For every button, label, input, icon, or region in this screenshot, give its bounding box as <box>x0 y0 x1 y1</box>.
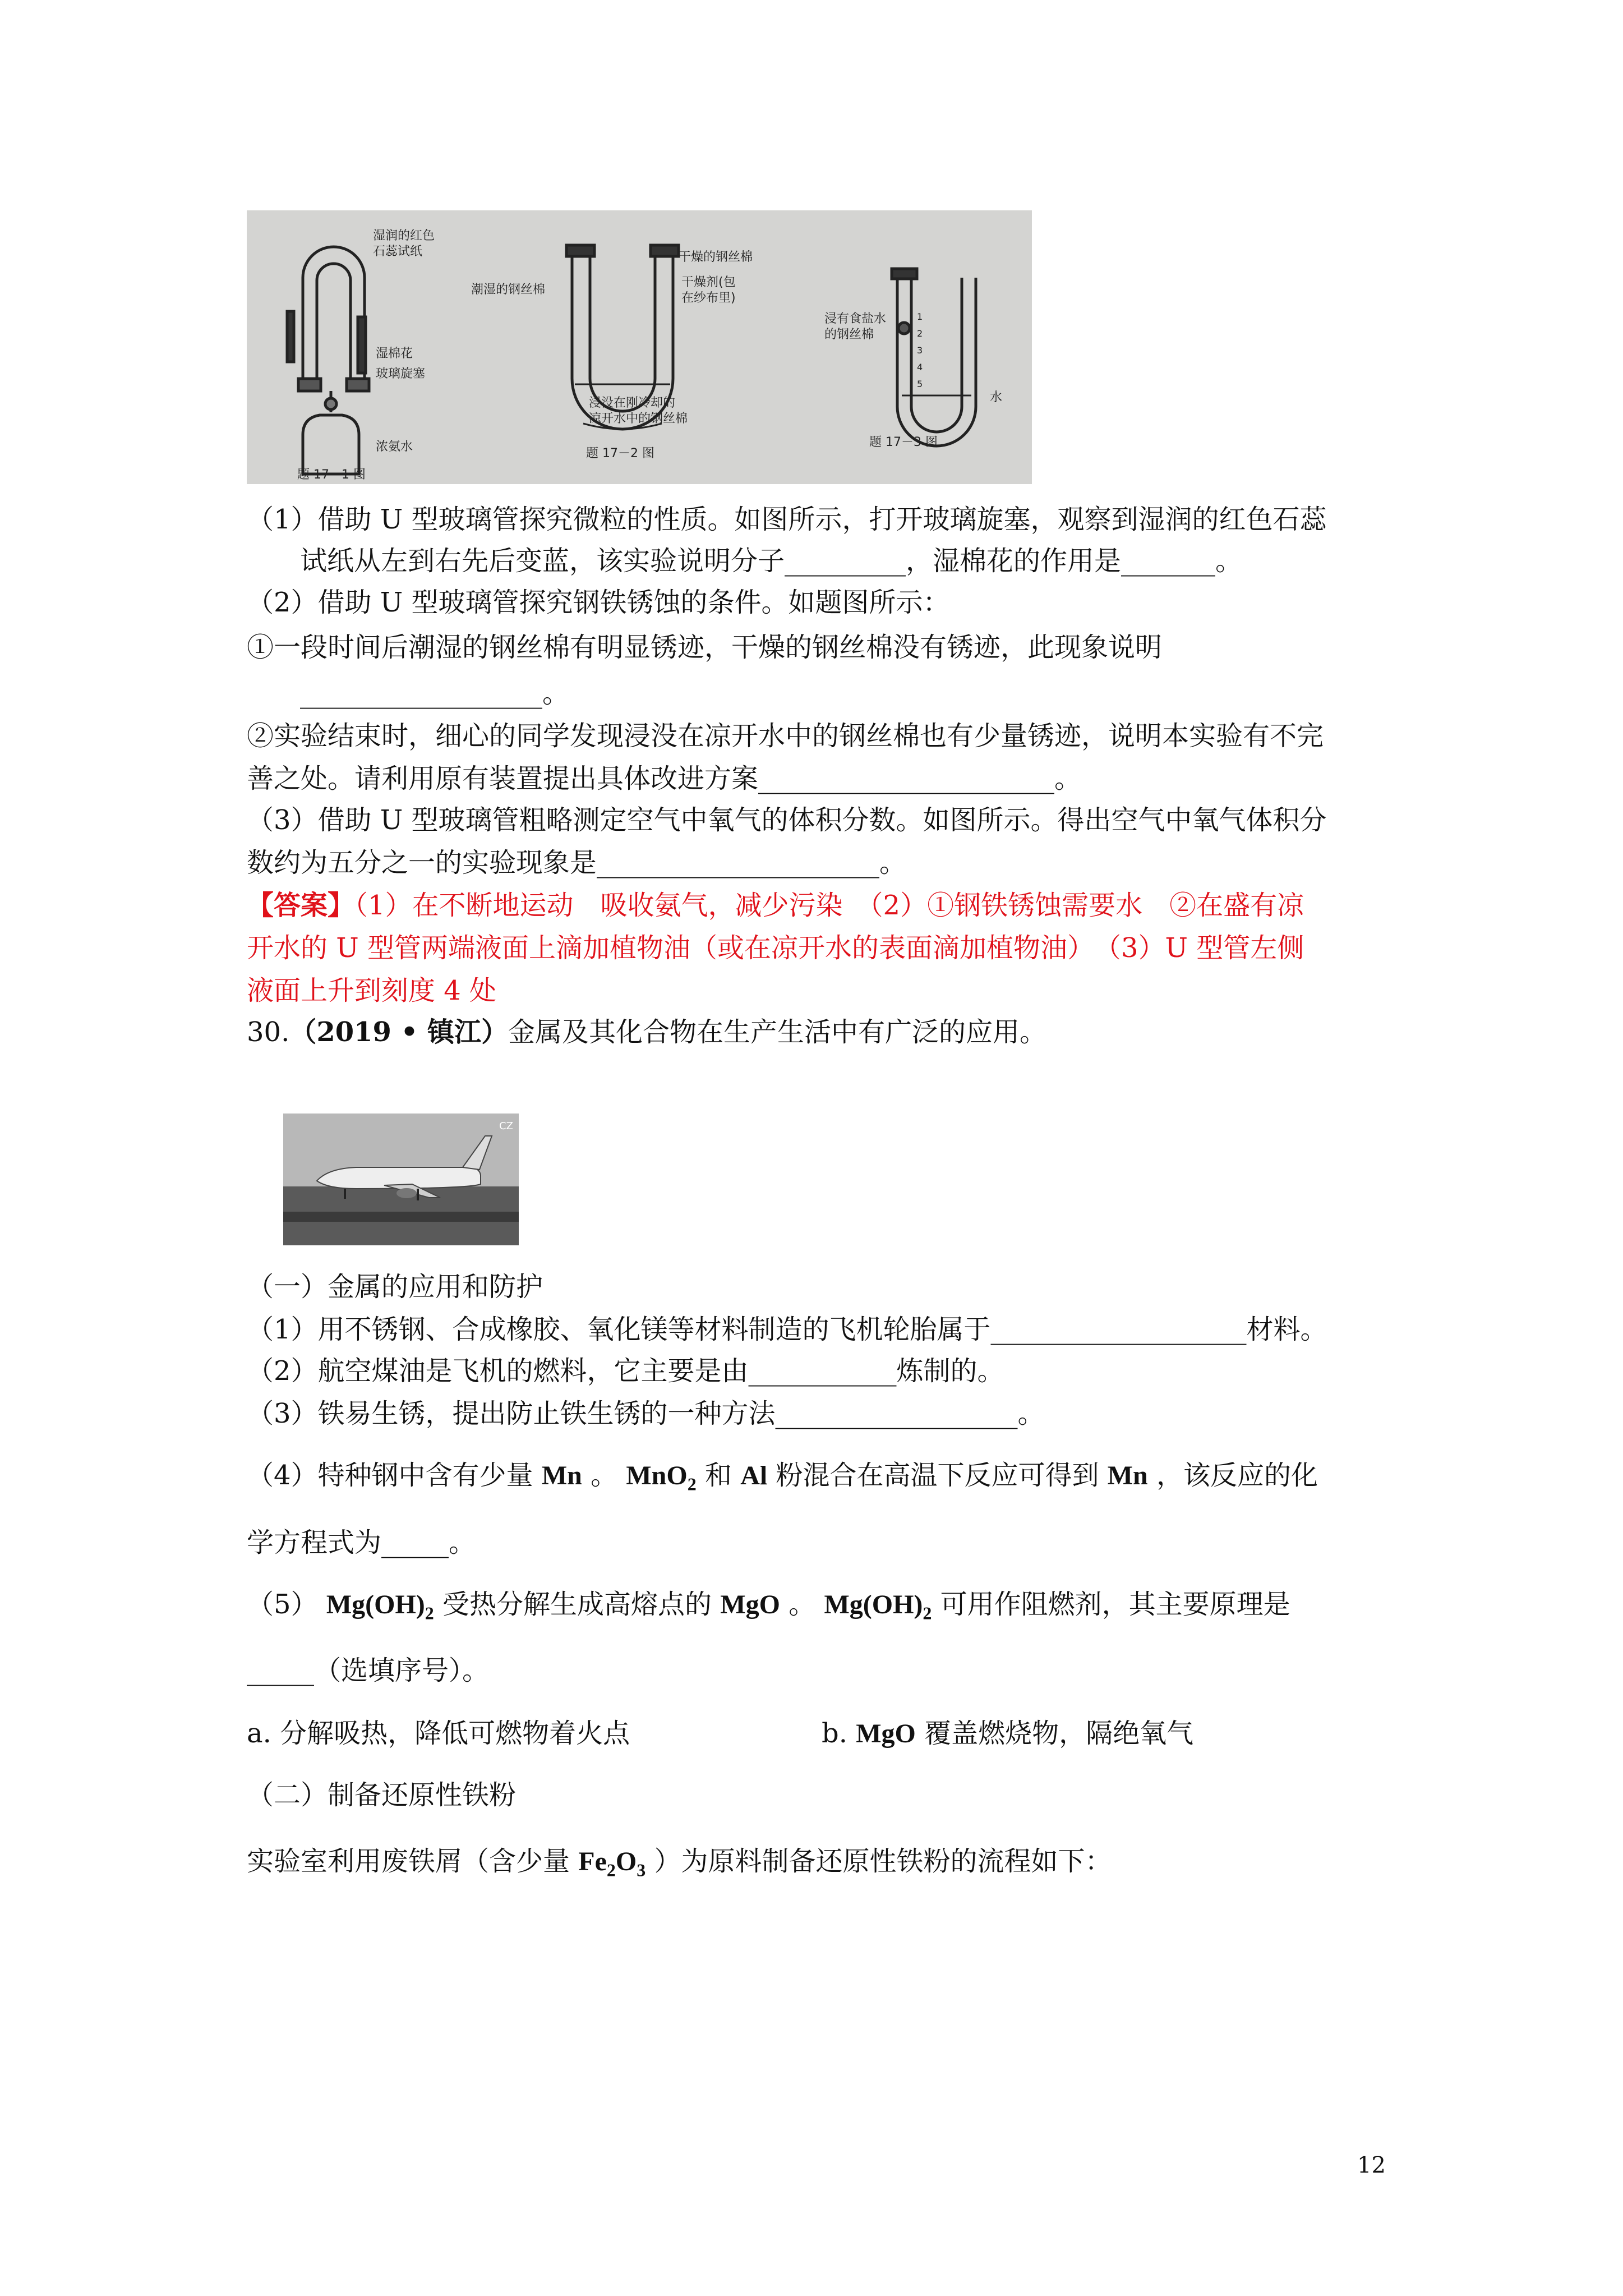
photo-logo: CZ <box>499 1120 513 1132</box>
option-b-text: 覆盖燃烧物，隔绝氧气 <box>915 1718 1194 1749</box>
section2-title: （二）制备还原性铁粉 <box>247 1779 517 1811</box>
chem-mgoh2-2: Mg(OH) <box>824 1590 923 1619</box>
q5-text-4: 可用作阻燃剂，其主要原理是 <box>932 1589 1290 1620</box>
experiment-figure <box>247 210 1032 484</box>
caption-fig-17-1: 题 17－1 图 <box>297 468 366 482</box>
section2-text <box>247 1844 1112 1887</box>
label-litmus-paper: 石蕊试纸 <box>373 245 423 259</box>
chem-subscript: 2 <box>425 1603 434 1623</box>
label-desiccant-gauze: 在纱布里) <box>681 291 736 305</box>
caption-fig-17-3: 题 17－3 图 <box>869 435 938 449</box>
q30-number: 30. <box>247 1016 290 1048</box>
chem-subscript: 2 <box>687 1474 697 1494</box>
chem-mgo-option: MgO <box>856 1719 916 1749</box>
label-salt-steel-wool: 浸有食盐水 <box>824 312 887 326</box>
q2-1-line1: ①一段时间后潮湿的钢丝棉有明显锈迹，干燥的钢丝棉没有锈迹，此现象说明 <box>247 632 1163 663</box>
chem-al: Al <box>740 1461 768 1490</box>
s1-q4-line1 <box>247 1458 1318 1501</box>
section1-title: （一）金属的应用和防护 <box>247 1271 543 1303</box>
label-wet-steel-wool: 潮湿的钢丝棉 <box>471 283 546 297</box>
label-salt-steel-wool-2: 的钢丝棉 <box>824 328 874 342</box>
q30-text: 金属及其化合物在生产生活中有广泛的应用。 <box>508 1016 1047 1048</box>
sec2-text-2: ）为原料制备还原性铁粉的流程如下： <box>645 1846 1112 1877</box>
label-wet-cotton: 湿棉花 <box>376 347 413 361</box>
page-number: 12 <box>1357 2152 1386 2178</box>
chem-subscript-2: 2 <box>923 1603 932 1623</box>
chem-mn-2: Mn <box>1107 1461 1148 1490</box>
option-b <box>822 1717 1193 1751</box>
label-submerged: 浸没在刚冷却的 <box>589 396 676 410</box>
label-red-litmus: 湿润的红色 <box>373 229 435 243</box>
label-dry-steel-wool: 干燥的钢丝棉 <box>679 250 753 264</box>
label-water: 水 <box>990 390 1003 404</box>
q1-line1: （1）借助 U 型玻璃管探究微粒的性质。如图所示，打开玻璃旋塞，观察到湿润的红色石蕊 <box>247 504 1327 535</box>
chem-subscript-o: 3 <box>637 1860 646 1880</box>
s1-q3: （3）铁易生锈，提出防止铁生锈的一种方法__________________。 <box>247 1398 1045 1429</box>
q5-text-2: 受热分解生成高熔点的 <box>434 1589 721 1620</box>
q2-line1: （2）借助 U 型玻璃管探究钢铁锈蚀的条件。如题图所示： <box>247 587 950 618</box>
option-a: a. 分解吸热，降低可燃物着火点 <box>247 1718 630 1749</box>
s1-q2: （2）航空煤油是飞机的燃料，它主要是由___________炼制的。 <box>247 1355 1004 1387</box>
chem-mgoh2: Mg(OH) <box>326 1590 425 1619</box>
s1-q1: （1）用不锈钢、合成橡胶、氧化镁等材料制造的飞机轮胎属于___________________材料。 <box>247 1314 1327 1345</box>
u-tube-diagrams <box>247 210 1032 484</box>
q2-2-line1: ②实验结束时，细心的同学发现浸没在凉开水中的钢丝棉也有少量锈迹，说明本实验有不完 <box>247 720 1324 752</box>
caption-fig-17-2: 题 17－2 图 <box>586 447 654 461</box>
chem-mn: Mn <box>541 1461 582 1490</box>
answer-line3: 液面上升到刻度 4 处 <box>247 975 497 1006</box>
answer-line2: 开水的 U 型管两端液面上滴加植物油（或在凉开水的表面滴加植物油） （3）U 型管左侧 <box>247 932 1304 964</box>
chem-fe: Fe <box>578 1847 607 1876</box>
q2-1-line2: __________________。 <box>300 678 570 709</box>
q1-line2: 试纸从左到右先后变蓝，该实验说明分子_________，湿棉花的作用是_______。 <box>300 545 1243 577</box>
tick-3: 3 <box>917 345 923 356</box>
q4-text-1: （4）特种钢中含有少量 <box>247 1460 542 1491</box>
s1-q4-line2: 学方程式为_____。 <box>247 1527 476 1558</box>
tick-5: 5 <box>917 379 923 389</box>
q30-source: （2019 • 镇江） <box>289 1016 509 1048</box>
answer-tag: 【答案】 <box>247 890 355 921</box>
option-b-label: b. <box>822 1718 856 1749</box>
s1-q5-line1 <box>247 1588 1290 1630</box>
answer-text-1: （1）在不断地运动 吸收氨气，减少污染 （2）①钢铁锈蚀需要水 ②在盛有凉 <box>354 890 1304 921</box>
q4-text-5: ，该反应的化 <box>1147 1460 1318 1491</box>
label-cool-water: 凉开水中的钢丝棉 <box>589 412 688 426</box>
q3-line1: （3）借助 U 型玻璃管粗略测定空气中氧气的体积分数。如图所示。得出空气中氧气体积分 <box>247 804 1327 836</box>
q5-text-1: （5） <box>247 1589 326 1620</box>
q4-text-2: 。 <box>582 1460 626 1491</box>
label-ammonia: 浓氨水 <box>376 440 413 454</box>
airplane-photo <box>283 1114 519 1245</box>
tick-2: 2 <box>917 328 923 339</box>
tick-1: 1 <box>917 311 923 322</box>
q2-2-line2: 善之处。请利用原有装置提出具体改进方案______________________。 <box>247 763 1082 794</box>
tick-4: 4 <box>917 362 923 372</box>
q3-line2: 数约为五分之一的实验现象是_____________________。 <box>247 847 907 878</box>
label-desiccant: 干燥剂(包 <box>681 275 736 289</box>
airplane-image <box>283 1114 519 1245</box>
chem-o: O <box>615 1847 637 1876</box>
q4-text-4: 粉混合在高温下反应可得到 <box>767 1460 1108 1491</box>
q30-heading <box>247 1015 1046 1049</box>
chem-subscript-fe: 2 <box>606 1860 616 1880</box>
s1-q5-line2: _____（选填序号）。 <box>247 1655 490 1686</box>
chem-mno2: MnO <box>626 1461 688 1490</box>
answer-line1 <box>247 889 1304 922</box>
q5-text-3: 。 <box>780 1589 824 1620</box>
chem-mgo: MgO <box>720 1590 780 1619</box>
sec2-text-1: 实验室利用废铁屑（含少量 <box>247 1846 579 1877</box>
label-glass-stopcock: 玻璃旋塞 <box>376 367 426 381</box>
q4-text-3: 和 <box>696 1460 741 1491</box>
